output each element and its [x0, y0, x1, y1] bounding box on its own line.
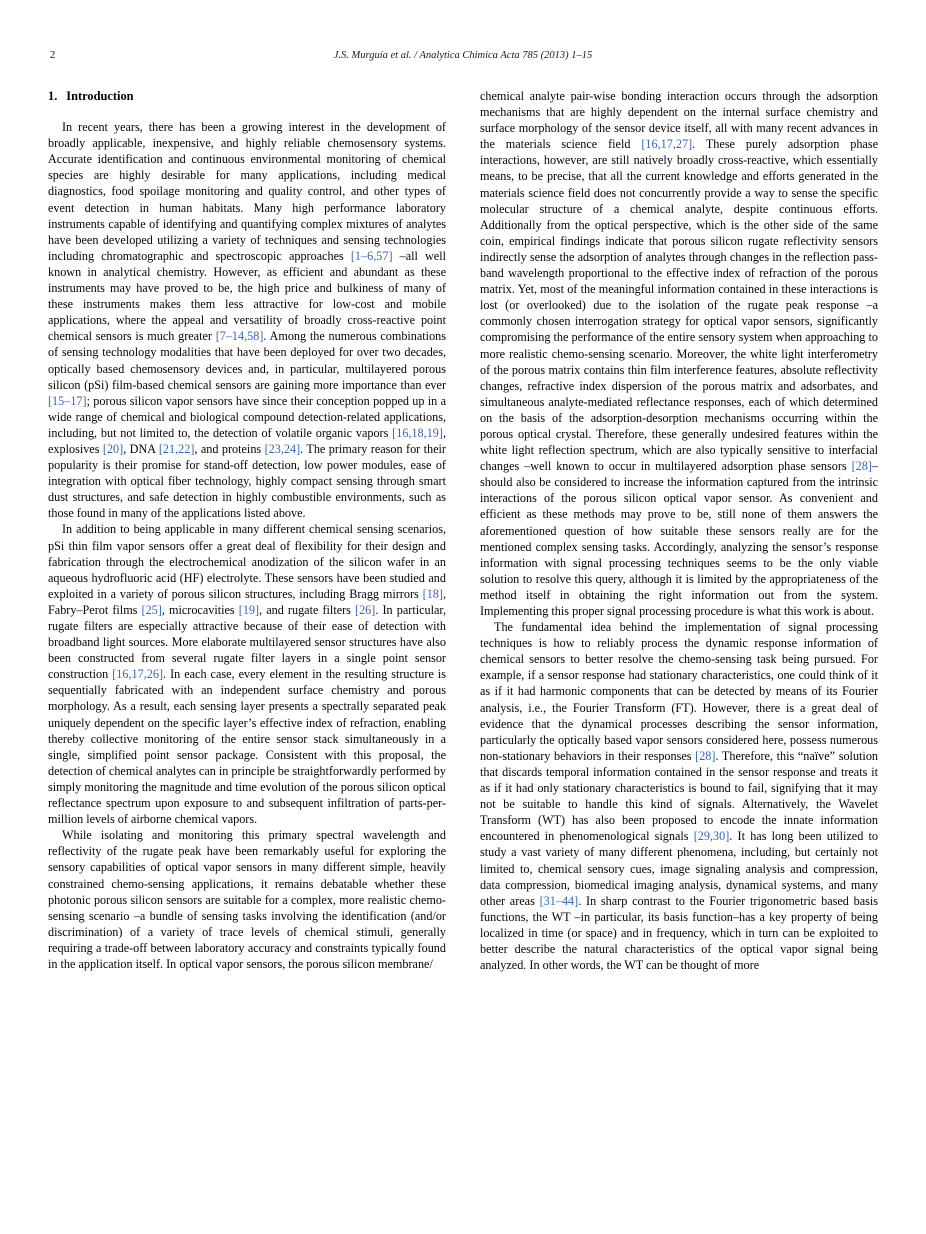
- citation-ref[interactable]: [18]: [422, 586, 443, 601]
- citation-ref[interactable]: [25]: [141, 602, 162, 617]
- citation-ref[interactable]: [16,17,27]: [641, 137, 693, 152]
- section-heading: [48, 88, 446, 104]
- running-head: J.S. Murguía et al. / Analytica Chimica Acta 785 (2013) 1–15: [333, 50, 593, 61]
- section-number: 1.: [48, 89, 58, 103]
- citation-ref[interactable]: [28]: [695, 748, 716, 763]
- page-number: 2: [50, 50, 56, 61]
- citation-ref[interactable]: [16,17,26]: [112, 667, 164, 682]
- citation-ref[interactable]: [16,18,19]: [392, 425, 443, 440]
- citation-ref[interactable]: [28]: [851, 459, 872, 474]
- citation-ref[interactable]: [19]: [238, 602, 260, 617]
- page-header: [48, 50, 878, 66]
- paragraph: In addition to being applicable in many different chemical sensing scenarios, pSi thin film vapor sensors offer a great deal of flexibility for their design and fabrication through the electrochemical anodization of the silicon wafer in an aqueous hydrofluoric acid (HF) electrolyte. These sensors have been studied and exploited in a variety of porous silicon structures, including Bragg mirrors [18], Fabry–Perot films [25], microcavities [19], and rugate filters [26]. In particular, rugate filters are especially attractive because of their ease of detection with broadband light sources. More elaborate multilayered sensor structures have also been constructed from several rugate filter layers in a single point sensor construction [16,17,26]. In each case, every element in the resulting structure is sequentially fabricated with an independent surface chemistry and porous morphology. As a result, each sensing layer presents a spectrally separated peak uniquely dependent on the specific layer’s effective index of refraction, enabling thereby collective monitoring of the entire sensor stack simultaneously in a single, simplified point sensor package. Consistent with this proposal, the detection of chemical analytes can in principle be straightforwardly performed by simply monitoring the magnitude and time evolution of the porous silicon optical reflectance spectrum upon exposure to and subsequent infiltration of parts-per-million levels of airborne chemical vapors.: [48, 522, 447, 827]
- section-title: Introduction: [66, 89, 134, 103]
- paragraph: chemical analyte pair-wise bonding interaction occurs through the adsorption mechanisms that are highly dependent on the internal surface chemistry and surface morphology of the sensor device itself, all with many recent advances in the materials science field [16,17,27]. These purely adsorption phase interactions, however, are still natively broadly cross-reactive, which essentially means, to be precise, that all the current knowledge and efforts generated in the materials science field does not concurrently provide a way to sense the specific molecular structure of a chemical analyte, despite continuous efforts. Additionally from the optical perspective, which is the other side of the same coin, empirical findings indicate that porous silicon rugate reflectivity sensors indirectly sense the adsorption of analytes through changes in the reflection pass-band wavelength proportional to the effective index of refraction of the porous matrix. Yet, most of the meaningful information contained in these interactions is lost (or overlooked) due to the isolation of the rugate peak response –a commonly chosen interrogation strategy for optical vapor sensors, significantly compromising the performance of the entire sensory system when approaching to more realistic chemo-sensing scenario. Moreover, the white light interferometry of the porous matrix contains thin film interference features, absolute reflectivity changes, refractive index dispersion of the porous matrix and adsorbates, and simultaneous analyte-mediated reflectance responses, each of which determined on the basis of the adsorption-desorption mechanisms occurring within the porous optical crystal. Therefore, these generally undesired features within the white light reflection spectrum, which are also typically sensitive to interfacial changes –well known to occur in multilayered adsorption phase sensors [28]–should also be considered to increase the information captured from the intrinsic interactions of the porous silicon optical vapor sensor. As convenient and efficient as these methods may prove to be, still none of them answers the aforementioned question of how suitable these sensors really are for the mentioned complex sensing tasks. Accordingly, analyzing the sensor’s response information with signal processing techniques seems to be the only viable solution to resolve this query, although it is limited by the appropriateness of the method itself in obtaining the right information out from the system. Implementing this proper signal processing procedure is what this work is about.: [480, 89, 878, 618]
- citation-ref[interactable]: [1–6,57]: [350, 248, 393, 263]
- citation-ref[interactable]: [7–14,58]: [215, 329, 264, 344]
- paragraph: In recent years, there has been a growing interest in the development of broadly applicable, inexpensive, and highly reliable chemosensory systems. Accurate identification and continuous environmental monitoring of chemical species are highly desirable for many applications, including medical diagnostics, food spoilage monitoring and quality control, and other types of event detection in human habitats. Many high performance laboratory instruments capable of identifying and quantifying complex mixtures of analytes have been developed utilizing a variety of techniques and sensing technologies including chromatographic and spectroscopic approaches [1–6,57] –all well known in analytical chemistry. However, as efficient and abundant as these instruments may have proved to be, the high price and bulkiness of many of these instruments makes them less attractive for low-cost and mobile applications, where the appeal and versatility of broadly cross-reactive point chemical sensors is much greater [7–14,58]. Among the numerous combinations of sensing technology modalities that have been deployed for over two decades, optically based chemosensory devices and, in particular, multilayered porous silicon (pSi) film-based chemical sensors are gaining more importance than ever [15–17]; porous silicon vapor sensors have since their conception popped up in a wide range of chemical and biological compound detection-related applications, including, but not limited to, the detection of volatile organic vapors [16,18,19], explosives [20], DNA [21,22], and proteins [23,24]. The primary reason for their popularity is their promise for stand-off detection, low power modules, ease of integration with optical fiber technology, highly compact sensing through smart dust structures, and safe detection in highly combustible environments, such as those found in many of the applications listed above.: [48, 120, 447, 521]
- paragraph: The fundamental idea behind the implementation of signal processing techniques is how to reliably process the dynamic response information of chemical sensors to better resolve the chemo-sensing task being pursued. For example, if a sensor response had stationary characteristics, one could think of it as if it had harmonic components that can be detected by means of its Fourier analysis, i.e., the Fourier Transform (FT). However, there is a great deal of evidence that the dynamical processes describing the sensor information, particularly the optically based vapor sensors considered here, possess numerous non-stationary behaviors in their responses [28]. Therefore, this “naïve” solution that discards temporal information contained in the sensor response and treats it as if it had only stationary characteristics is bound to fail, signifying that it may not be suitable to handle this kind of signals. Alternatively, the Wavelet Transform (WT) has also been proposed to encode the innate information encountered in phenomenological signals [29,30]. It has long been utilized to study a vast variety of many different phenomena, including, but certainly not limited to, chemical sensory cues, image signaling analysis and compression, data compression, biomedical imaging analysis, dynamical systems, and many other areas [31–44]. In sharp contrast to the Fourier trigonometric based basis functions, the WT –in particular, its basis function–has a key property of being localized in time (or space) and in frequency, which in turn can be exploited to better describe the natural characteristics of the optical vapor signal being analyzed. In other words, the WT can be thought of more: [480, 620, 879, 973]
- citation-ref[interactable]: [26]: [355, 602, 376, 617]
- two-column-body: [48, 88, 878, 973]
- column-left: [48, 88, 446, 973]
- citation-ref[interactable]: [31–44]: [539, 893, 579, 908]
- paragraph: While isolating and monitoring this primary spectral wavelength and reflectivity of the rugate peak have been remarkably useful for exploring the sensory capabilities of optical vapor sensors in many different simple, heavily constrained chemo-sensing applications, it remains debatable whether these photonic porous silicon sensors are suitable for a complex, more realistic chemo-sensing scenario –a bundle of sensing tasks involving the identification (and/or discrimination) of a variety of trace levels of chemical stimuli, generally requiring a trade-off between laboratory accuracy and constraints typically found in the application itself. In optical vapor sensors, the porous silicon membrane/: [48, 828, 446, 971]
- citation-ref[interactable]: [29,30]: [693, 829, 730, 844]
- column-right: [480, 88, 878, 973]
- citation-ref[interactable]: [23,24]: [264, 441, 301, 456]
- citation-ref[interactable]: [15–17]: [48, 393, 87, 408]
- citation-ref[interactable]: [21,22]: [158, 441, 195, 456]
- citation-ref[interactable]: [20]: [102, 441, 124, 456]
